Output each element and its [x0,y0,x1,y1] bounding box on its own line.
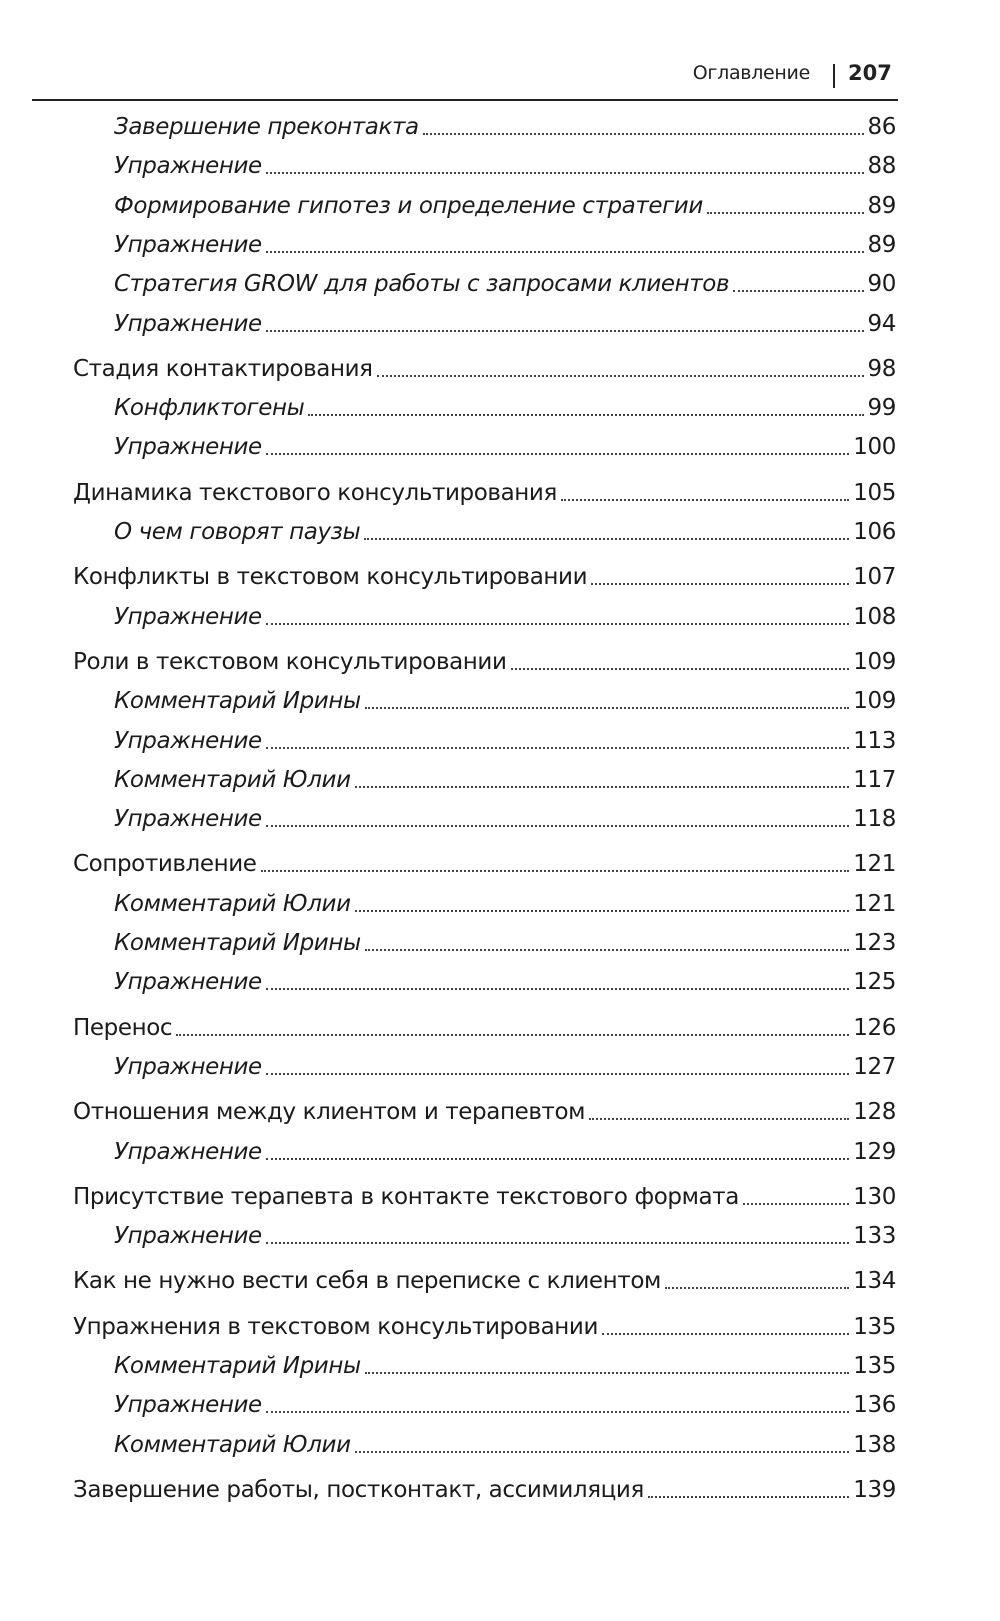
toc-entry [114,392,896,424]
toc-entry-title: Роли в текстовом консультировании [73,648,507,675]
toc-entry-page: 109 [853,648,896,675]
toc-entry-title: Упражнение [114,806,262,833]
toc-entry-page: 109 [853,688,896,715]
toc-entry [73,1012,896,1044]
toc-entry-title: Упражнение [114,603,262,630]
toc-entry [114,927,896,959]
running-title: Оглавление [692,62,810,84]
toc-entry-title: Упражнение [114,1053,262,1080]
toc-entry [114,268,896,300]
toc-entry-page: 129 [853,1138,896,1165]
dot-leader [511,668,850,670]
toc-entry-title: Комментарий Юлии [114,890,351,917]
toc-entry [114,1350,896,1382]
toc-entry-page: 130 [853,1183,896,1210]
dot-leader [266,1242,850,1244]
toc-entry-page: 88 [867,153,896,180]
dot-leader [266,330,864,332]
toc-entry-page: 106 [853,519,896,545]
toc-entry-title: Конфликтогены [114,395,305,422]
dot-leader [266,1073,850,1075]
toc-entry [114,1136,896,1168]
toc-entry-title: Комментарий Ирины [114,1353,361,1379]
toc-entry-page: 128 [853,1099,896,1126]
dot-leader [355,786,850,788]
dot-leader [266,623,850,625]
toc-entry [114,966,896,998]
toc-entry [114,685,896,717]
dot-leader [266,747,850,749]
toc-entry-page: 138 [853,1431,896,1458]
toc-entry [73,1181,896,1213]
toc-entry-page: 118 [853,806,896,833]
dot-leader [591,583,849,585]
toc-entry-page: 108 [853,603,896,630]
toc-entry [114,764,896,796]
dot-leader [733,290,863,292]
toc-entry [73,477,896,509]
toc-entry-title: Конфликты в текстовом консультировании [73,564,588,591]
toc-entry-title: Динамика текстового консультирования [73,479,557,506]
toc-entry-page: 90 [867,271,896,298]
toc-entry [114,431,896,463]
dot-leader [308,414,863,416]
toc-entry-page: 139 [853,1476,896,1503]
toc-entry-title: Формирование гипотез и определение стратегии [114,192,703,219]
toc-entry-page: 125 [853,969,896,996]
dot-leader [266,1158,850,1160]
dot-leader [176,1034,849,1036]
toc-entry-page: 98 [867,355,896,382]
toc-entry-title: Упражнение [114,1392,262,1419]
toc-entry-title: Как не нужно вести себя в переписке с клиентом [73,1268,661,1295]
toc-entry [114,111,896,143]
toc-entry-page: 94 [867,310,896,337]
toc-entry-title: Комментарий Ирины [114,930,361,956]
toc-entry [114,803,896,835]
toc-entry-page: 100 [853,434,896,461]
toc-entry [73,1311,896,1343]
dot-leader [355,1451,850,1453]
toc-entry [73,1096,896,1128]
toc-entry [114,888,896,920]
toc-entry-title: Упражнение [114,153,262,180]
toc-entry-title: Упражнение [114,310,262,337]
dot-leader [266,251,864,253]
toc-entry-title: Стадия контактирования [73,355,373,382]
toc-entry-page: 117 [853,766,896,793]
toc-entry-title: О чем говорят паузы [114,519,361,545]
toc-entry [114,229,896,261]
toc-entry-title: Упражнение [114,1138,262,1165]
toc-entry [73,848,896,880]
toc-entry [73,561,896,593]
toc-entry-page: 126 [853,1014,896,1041]
dot-leader [266,453,850,455]
dot-leader [365,1372,850,1374]
toc-entry [73,646,896,678]
dot-leader [602,1333,849,1335]
dot-leader [589,1118,849,1120]
toc-entry-page: 136 [853,1392,896,1419]
page-number: 207 [848,61,892,85]
toc-entry [114,1220,896,1252]
toc-entry-title: Комментарий Юлии [114,1431,351,1458]
toc-entry-title: Упражнение [114,434,262,461]
toc-entry-page: 107 [853,564,896,591]
toc-entry-title: Упражнение [114,231,262,258]
toc-entry [114,1429,896,1461]
toc-entry [114,601,896,633]
dot-leader [365,707,850,709]
toc-entry [73,1265,896,1297]
toc-entry-title: Упражнение [114,969,262,996]
toc-entry-page: 89 [867,231,896,258]
dot-leader [377,375,864,377]
dot-leader [665,1287,849,1289]
toc-entry-title: Комментарий Ирины [114,688,361,715]
toc-entry [114,1389,896,1421]
toc-entry-page: 99 [867,395,896,422]
dot-leader [648,1496,849,1498]
toc-entry-title: Упражнение [114,1223,262,1250]
toc-entry [114,516,896,548]
toc-entry-title: Перенос [73,1014,173,1041]
toc-entry-title: Присутствие терапевта в контакте текстового формата [73,1183,739,1210]
toc-entry-page: 105 [853,479,896,506]
toc-entry-title: Упражнения в текстовом консультировании [73,1313,599,1340]
toc-entry [114,1051,896,1083]
toc-entry [73,1474,896,1506]
dot-leader [423,133,864,135]
toc-entry-title: Сопротивление [73,851,257,878]
toc-entry [73,353,896,385]
toc-entry [114,190,896,222]
toc-entry-page: 134 [853,1268,896,1295]
toc-entry-page: 121 [853,851,896,878]
toc-entry-page: 127 [853,1053,896,1080]
dot-leader [261,870,850,872]
toc-entry-page: 123 [853,930,896,956]
toc-entry-title: Упражнение [114,727,262,754]
dot-leader [561,499,849,501]
toc-entry-page: 135 [853,1313,896,1340]
toc-entry-title: Отношения между клиентом и терапевтом [73,1099,586,1126]
toc-entry-page: 89 [867,192,896,219]
toc-entry-title: Завершение преконтакта [114,114,419,140]
dot-leader [743,1203,849,1205]
dot-leader [266,825,850,827]
dot-leader [707,212,864,214]
toc-entry-page: 135 [853,1353,896,1379]
dot-leader [355,910,850,912]
toc-entry [114,150,896,182]
toc-entry-page: 113 [853,727,896,754]
dot-leader [364,538,849,540]
dot-leader [365,949,850,951]
toc-entry [114,308,896,340]
dot-leader [266,1411,850,1413]
dot-leader [266,988,850,990]
toc-entry-page: 121 [853,890,896,917]
toc-entry-page: 133 [853,1223,896,1250]
toc-entry-title: Стратегия GROW для работы с запросами клиентов [114,271,730,298]
dot-leader [266,172,864,174]
toc-entry-title: Комментарий Юлии [114,766,351,793]
toc-entry-title: Завершение работы, постконтакт, ассимиляция [73,1476,644,1503]
toc-entry [114,725,896,757]
toc-entry-page: 86 [867,114,896,140]
